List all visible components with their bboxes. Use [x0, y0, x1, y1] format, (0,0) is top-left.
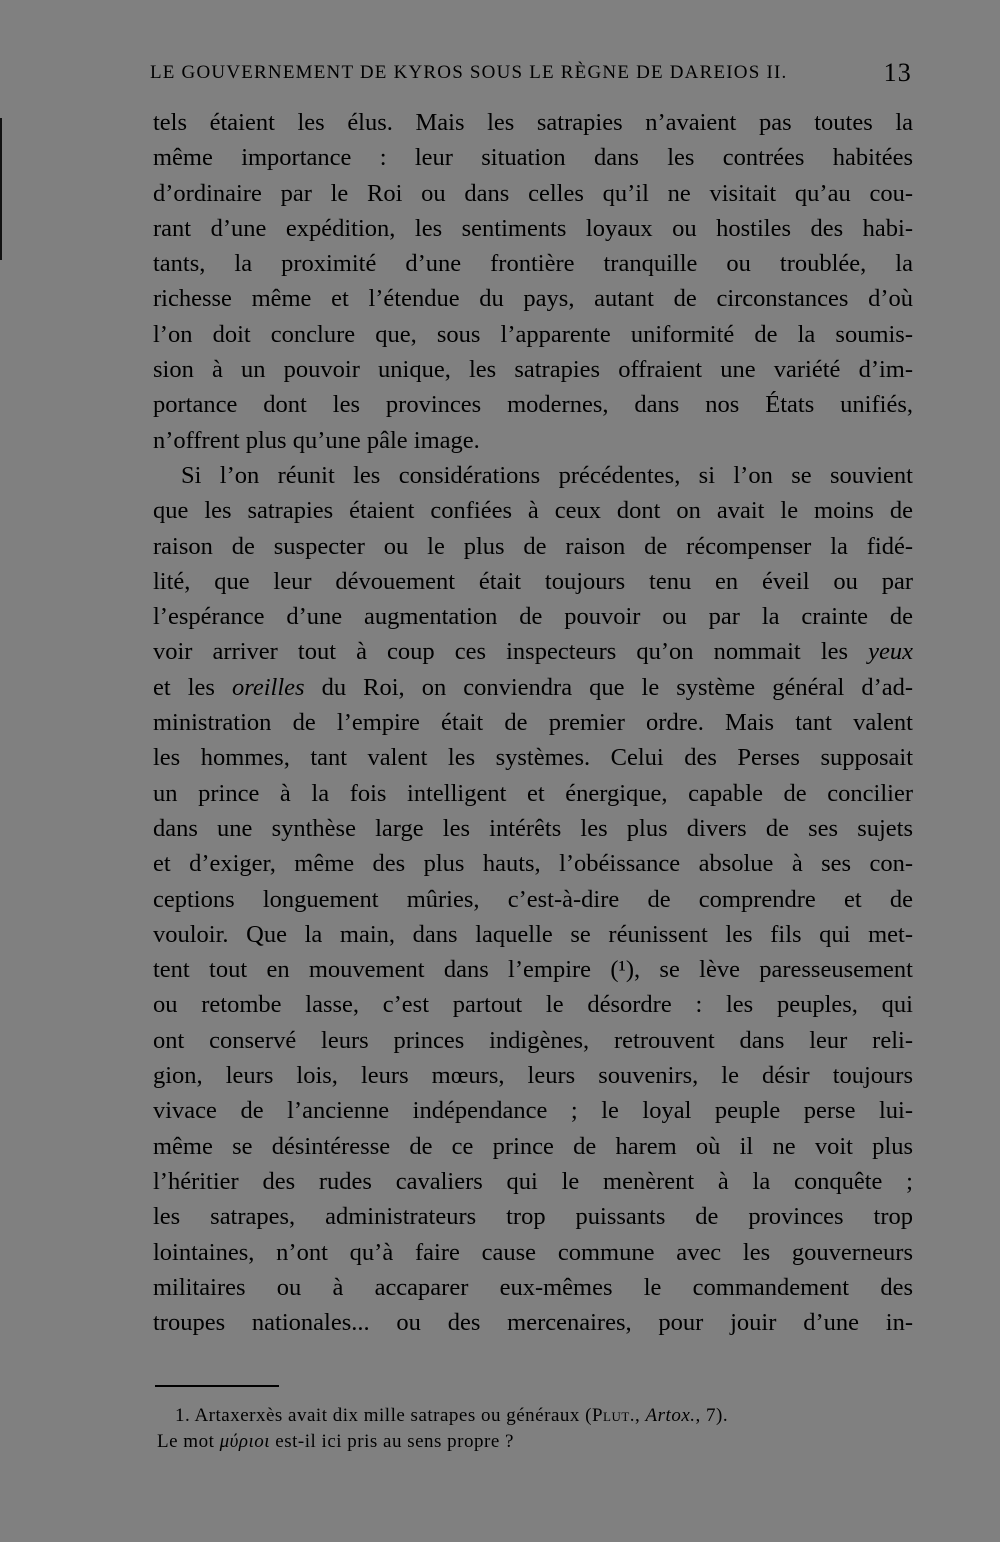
footnote-greek-word: μύριοι: [219, 1431, 271, 1452]
text-line-with-italic: [153, 670, 913, 705]
footnote-line: [157, 1429, 917, 1455]
text-line: tants, la proximité d’une frontière tranquille ou troublée, la: [153, 250, 913, 278]
text-line: l’héritier des rudes cavaliers qui le menèrent à la conquête ;: [153, 1167, 913, 1195]
footnote-text: , 7).: [695, 1405, 729, 1426]
text-line: gion, leurs lois, leurs mœurs, leurs souvenirs, le désir toujours: [153, 1062, 913, 1090]
text-line: vouloir. Que la main, dans laquelle se réunissent les fils qui met-: [153, 920, 913, 948]
text-line: rant d’une expédition, les sentiments loyaux ou hostiles des habi-: [153, 214, 913, 242]
text-line: ceptions longuement mûries, c’est-à-dire de comprendre et de: [153, 885, 913, 913]
text-line: lité, que leur dévouement était toujours tenu en éveil ou par: [153, 567, 913, 595]
text-line: les hommes, tant valent les systèmes. Celui des Perses supposait: [153, 744, 913, 772]
footnote-citation-author: Plut.: [591, 1405, 636, 1426]
footnote-text: ,: [635, 1405, 641, 1426]
footnote-line: [157, 1403, 917, 1429]
text-line: et d’exiger, même des plus hauts, l’obéissance absolue à ses con-: [153, 850, 913, 878]
text-line: même se désintéresse de ce prince de harem où il ne voit plus: [153, 1132, 913, 1160]
text-line: l’espérance d’une augmentation de pouvoir ou par la crainte de: [153, 603, 913, 631]
italic-word-yeux: yeux: [868, 638, 913, 666]
footnote-text: Le mot: [157, 1431, 215, 1452]
text-line: richesse même et l’étendue du pays, autant de circonstances d’où: [153, 285, 913, 313]
running-title: LE GOUVERNEMENT DE KYROS SOUS LE RÈGNE DE DAREIOS II.: [150, 62, 788, 83]
body-text: [153, 105, 913, 1340]
text-line: lointaines, n’ont qu’à faire cause commune avec les gouverneurs: [153, 1238, 913, 1266]
text-line: ont conservé leurs princes indigènes, retrouvent dans leur reli-: [153, 1026, 913, 1054]
text-line: troupes nationales... ou des mercenaires, pour jouir d’une in-: [153, 1309, 913, 1337]
text-line: ou retombe lasse, c’est partout le désordre : les peuples, qui: [153, 991, 913, 1019]
text-segment: voir arriver tout à coup ces inspecteurs qu’on nommait les: [153, 638, 849, 666]
text-line: ministration de l’empire était de premier ordre. Mais tant valent: [153, 709, 913, 737]
italic-word-oreilles: oreilles: [231, 673, 305, 701]
footnote-number: 1.: [175, 1405, 191, 1426]
page-number: 13: [883, 58, 912, 87]
text-line: n’offrent plus qu’une pâle image.: [153, 426, 480, 454]
text-line: tels étaient les élus. Mais les satrapies n’avaient pas toutes la: [153, 109, 913, 136]
footnotes: [157, 1403, 917, 1455]
text-line: sion à un pouvoir unique, les satrapies offraient une variété d’im-: [153, 356, 913, 384]
text-line: vivace de l’ancienne indépendance ; le loyal peuple perse lui-: [153, 1097, 913, 1125]
text-line: raison de suspecter ou le plus de raison de récompenser la fidé-: [153, 532, 913, 560]
text-line: d’ordinaire par le Roi ou dans celles qu’il ne visitait qu’au cou-: [153, 179, 913, 207]
footnote-rule: [155, 1385, 279, 1387]
page-edge-mark: [0, 118, 2, 260]
footnote-text: Artaxerxès avait dix mille satrapes ou généraux (: [194, 1405, 592, 1426]
text-line: tent tout en mouvement dans l’empire (¹), se lève paresseusement: [153, 956, 913, 984]
text-line: que les satrapies étaient confiées à ceux dont on avait le moins de: [153, 497, 913, 525]
text-segment: du Roi, on conviendra que le système général d’ad-: [321, 673, 914, 701]
footnote-text: est-il ici pris au sens propre ?: [275, 1431, 514, 1452]
running-header: [150, 58, 912, 88]
text-line: dans une synthèse large les intérêts les plus divers de ses sujets: [153, 814, 913, 842]
text-line: les satrapes, administrateurs trop puissants de provinces trop: [153, 1203, 913, 1231]
text-line-with-italic: [153, 634, 913, 669]
footnote-citation-work: Artox.: [645, 1405, 696, 1426]
text-line: militaires ou à accaparer eux-mêmes le commandement des: [153, 1273, 913, 1301]
text-line: même importance : leur situation dans les contrées habitées: [153, 144, 913, 172]
text-line: un prince à la fois intelligent et énergique, capable de concilier: [153, 779, 913, 807]
paragraph-start-line: Si l’on réunit les considérations précédentes, si l’on se souvient: [181, 461, 913, 489]
text-line: l’on doit conclure que, sous l’apparente uniformité de la soumis-: [153, 320, 913, 348]
text-line: portance dont les provinces modernes, dans nos États unifiés,: [153, 391, 913, 419]
text-segment: et les: [153, 673, 215, 701]
